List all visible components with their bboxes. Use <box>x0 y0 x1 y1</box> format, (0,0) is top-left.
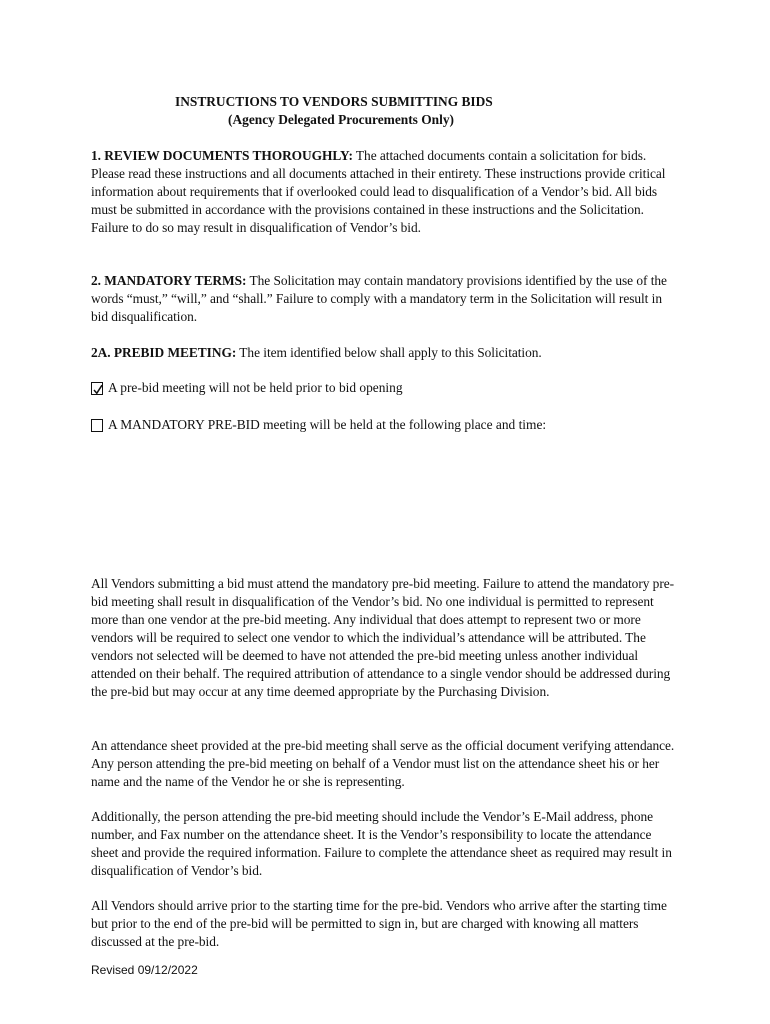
checkmark-icon <box>92 383 104 396</box>
checkbox-unchecked[interactable] <box>91 419 103 432</box>
section-review <box>91 147 681 237</box>
checkbox-checked[interactable] <box>91 382 103 395</box>
revision-date: Revised 09/12/2022 <box>91 963 198 977</box>
section-mandatory-terms <box>91 272 681 326</box>
section-mandatory-heading: 2. MANDATORY TERMS: <box>91 273 247 288</box>
option-mandatory-meeting[interactable] <box>91 416 546 434</box>
option-mandatory-meeting-label: A MANDATORY PRE-BID meeting will be held at the following place and time: <box>108 417 547 432</box>
option-no-meeting[interactable] <box>91 379 403 397</box>
option-no-meeting-label: A pre-bid meeting will not be held prior to bid opening <box>108 380 403 395</box>
section-review-heading: 1. REVIEW DOCUMENTS THOROUGHLY: <box>91 148 353 163</box>
document-subtitle: (Agency Delegated Procurements Only) <box>228 112 454 127</box>
document-title: INSTRUCTIONS TO VENDORS SUBMITTING BIDS <box>175 94 493 109</box>
paragraph-attendance-requirement: All Vendors submitting a bid must attend the mandatory pre-bid meeting. Failure to attend the mandatory pre-bid meeting shall result in disqualification of the Vendor’s bid. No one individual is permitted to represent more than one vendor at the pre-bid meeting. Any individual that does attempt to represent two or more vendors will be required to select one vendor to which the individual’s attendance will be attributed. The vendors not selected will be deemed to have not attended the pre-bid meeting unless another individual attended on their behalf. The required attribution of attendance to a single vendor should be addressed during the pre-bid but may occur at any time deemed appropriate by the Purchasing Division. <box>91 576 675 699</box>
section-review-text: The attached documents contain a solicitation for bids. Please read these instructions and all documents attached in their entirety. These instructions provide critical information about requirements that if overlooked could lead to disqualification of a Vendor’s bid. All bids must be submitted in accordance with the provisions contained in these instructions and the Solicitation. Failure to do so may result in disqualification of Vendor’s bid. <box>91 148 666 235</box>
paragraph-contact-info: Additionally, the person attending the pre-bid meeting should include the Vendor’s E-Mail address, phone number, and Fax number on the attendance sheet. It is the Vendor’s responsibility to locate the attendance sheet and provide the required information. Failure to complete the attendance sheet as required may result in disqualification of Vendor’s bid. <box>91 809 672 878</box>
section-prebid-text: The item identified below shall apply to this Solicitation. <box>236 345 542 360</box>
section-prebid <box>91 344 681 362</box>
paragraph-arrival: All Vendors should arrive prior to the starting time for the pre-bid. Vendors who arrive after the starting time but prior to the end of the pre-bid will be permitted to sign in, but are charged with knowing all matters discussed at the pre-bid. <box>91 898 667 949</box>
section-prebid-heading: 2A. PREBID MEETING: <box>91 345 237 360</box>
paragraph-attendance-sheet: An attendance sheet provided at the pre-bid meeting shall serve as the official document verifying attendance. Any person attending the pre-bid meeting on behalf of a Vendor must list on the attendance sheet his or her name and the name of the Vendor he or she is representing. <box>91 738 675 789</box>
section-mandatory-text: The Solicitation may contain mandatory provisions identified by the use of the words “must,” “will,” and “shall.” Failure to comply with a mandatory term in the Solicitation will result in bid disqualification. <box>91 273 667 324</box>
